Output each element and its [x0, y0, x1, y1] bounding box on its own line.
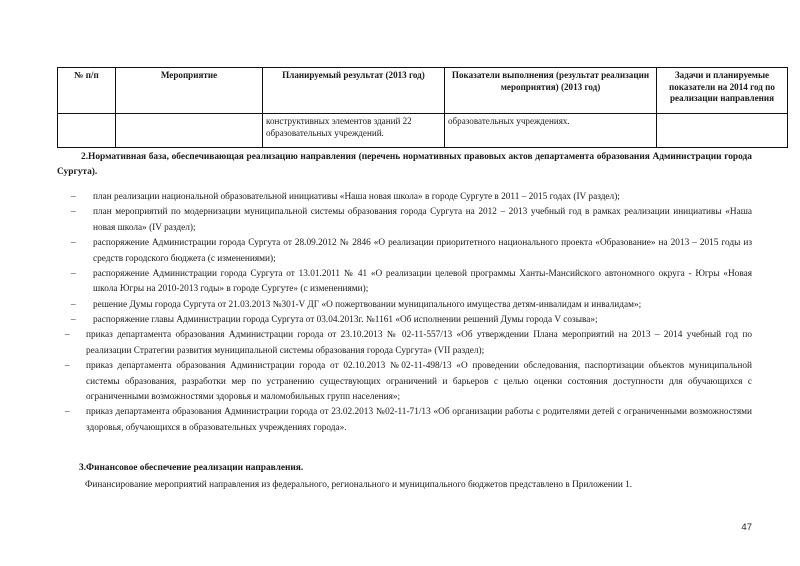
list-item — [57, 267, 752, 298]
bullet-dash-icon: – — [71, 192, 76, 202]
list-item-text: приказ департамента образования Администрации города от 23.10.2013 № 02-11-557/13 «Об утверждении Плана мероприятий на 2013 – 2014 учебный год по реализации Стратегии развития муниципальной системы образования города Сургута» (VII раздел); — [86, 330, 752, 356]
list-item — [57, 405, 752, 436]
activities-table — [57, 67, 788, 148]
list-item — [57, 298, 752, 313]
page-number: 47 — [741, 522, 752, 533]
table-header-cell-activity: Мероприятие — [116, 68, 263, 114]
list-item-text: план реализации национальной образовательной инициативы «Наша новая школа» в городе Сургуте в 2011 – 2015 годах (IV раздел); — [93, 192, 620, 202]
section-3-paragraph: Финансирование мероприятий направления из федерального, регионального и муниципального бюджетов представлено в Приложении 1. — [85, 480, 633, 490]
bullet-dash-icon: – — [71, 238, 76, 249]
bullet-dash-icon: – — [71, 268, 76, 279]
normative-acts-list — [57, 190, 752, 436]
list-item — [57, 205, 752, 236]
table-cell-number — [58, 114, 116, 148]
list-item — [57, 313, 752, 328]
list-item — [57, 236, 752, 267]
section-2-heading: 2.Нормативная база, обеспечивающая реализацию направления (перечень нормативных правовых актов департамента образования Администрации города Сургута). — [57, 152, 752, 178]
table-header-cell-tasks-2014: Задачи и планируемые показатели на 2014 год по реализации направления — [657, 68, 788, 114]
table-cell-activity — [116, 114, 263, 148]
list-item-text: приказ департамента образования Администрации города от 02.10.2013 №02-11-498/13 «О проведении обследования, паспортизации объектов муниципальной системы образования, разработки мер по устранению существующих ограничений и барьеров с целью оценки состояния доступности для обучающихся с ограниченными возможностями здоровья и маломобильных групп населения»; — [86, 361, 752, 402]
list-item — [57, 190, 752, 205]
bullet-dash-icon: – — [71, 315, 76, 325]
table-cell-tasks-2014 — [657, 114, 788, 148]
list-item — [57, 359, 752, 405]
list-item-text: решение Думы города Сургута от 21.03.2013 №301-V ДГ «О пожертвовании муниципального имущества детям-инвалидам и инвалидам»; — [93, 299, 642, 310]
list-item-text: распоряжение Администрации города Сургута от 28.09.2012 № 2846 «О реализации приоритетного национального проекта «Образование» на 2013 – 2015 годы из средств городского бюджета (с изменениями); — [93, 238, 752, 264]
table-header-cell-number: № п/п — [58, 68, 116, 114]
bullet-dash-icon: – — [65, 330, 70, 341]
bullet-dash-icon: – — [71, 299, 76, 310]
section-3-heading: 3.Финансовое обеспечение реализации направления. — [79, 463, 304, 473]
list-item-text: план мероприятий по модернизации муниципальной системы образования города Сургута на 2012 – 2013 учебный год в рамках реализации инициативы «Наша новая школа» (IV раздел); — [93, 207, 752, 233]
bullet-dash-icon: – — [71, 207, 76, 218]
table-row — [58, 114, 788, 148]
table-header-cell-performance-indicators: Показатели выполнения (результат реализации мероприятия) (2013 год) — [445, 68, 657, 114]
list-item-text: распоряжение главы Администрации города Сургута от 03.04.2013г. №1161 «Об исполнении решений Думы города V созыва»; — [93, 315, 598, 325]
list-item — [57, 328, 752, 359]
list-item-text: приказ департамента образования Администрации города от 23.02.2013 №02-11-71/13 «Об организации работы с родителями детей с ограниченными возможностями здоровья, обучающихся в образовательных учреждениях города». — [86, 407, 752, 433]
table-cell-planned-result: конструктивных элементов зданий 22 образовательных учреждений. — [263, 114, 445, 148]
table-header-cell-planned-result: Планируемый результат (2013 год) — [263, 68, 445, 114]
table-cell-performance-indicators: образовательных учреждениях. — [445, 114, 657, 148]
bullet-dash-icon: – — [65, 361, 70, 372]
table-header-row — [58, 68, 788, 114]
bullet-dash-icon: – — [65, 407, 70, 418]
list-item-text: распоряжение Администрации города Сургута от 13.01.2011 № 41 «О реализации целевой программы Ханты-Мансийского автономного округа - Югры «Новая школа Югры на 2010-2013 годы» в городе Сургуте» (с изменениями); — [93, 268, 752, 295]
